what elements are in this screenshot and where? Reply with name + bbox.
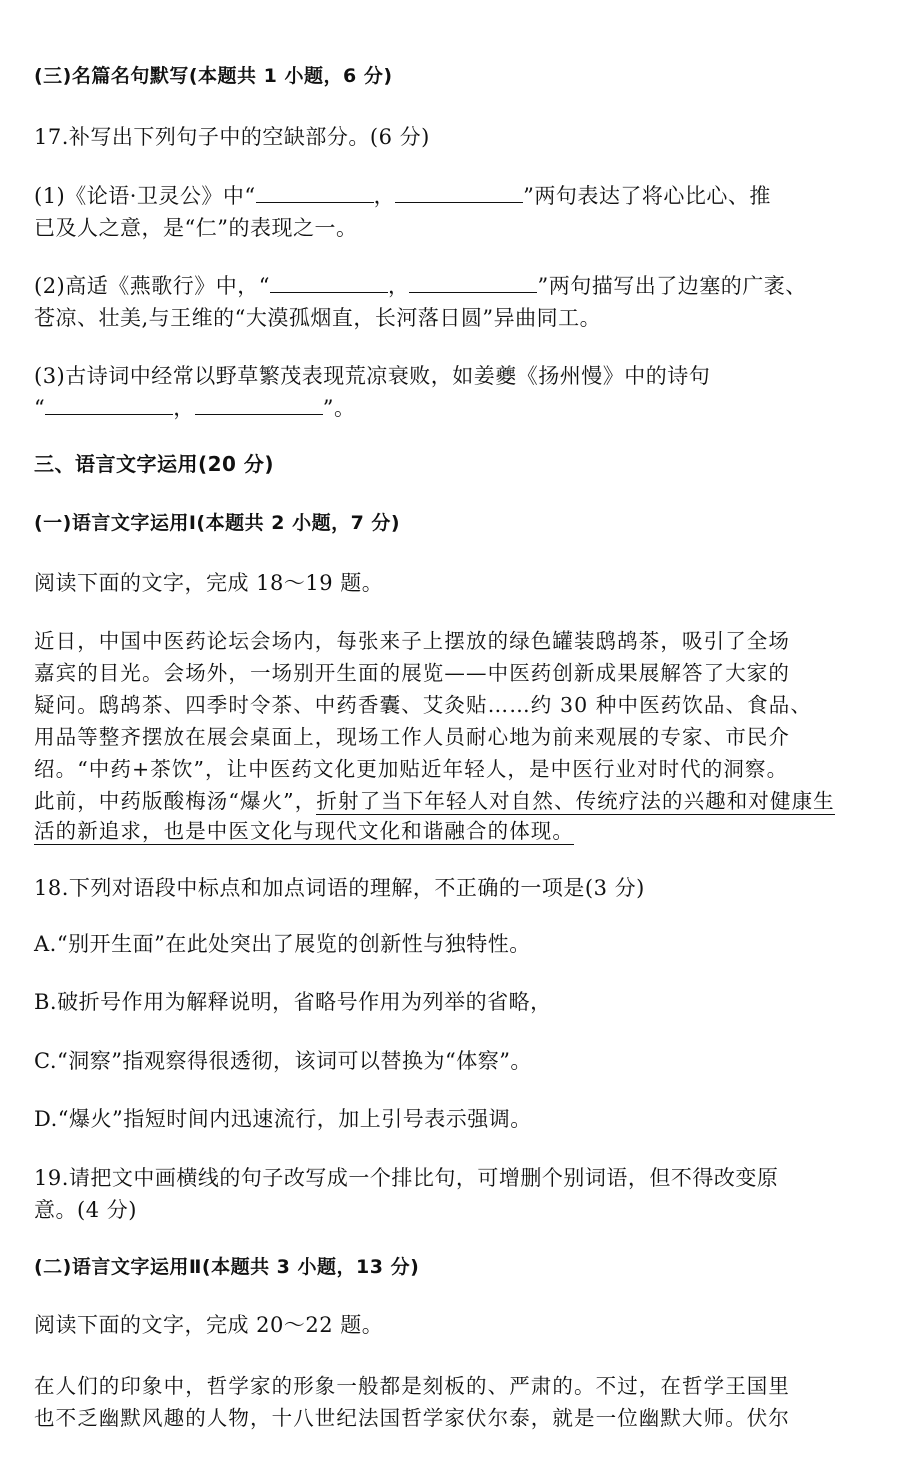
q17-p3-separator: ， [173, 396, 195, 420]
question-17-part-3: (3)古诗词中经常以野草繁茂表现荒凉衰败，如姜夔《扬州慢》中的诗句 [34, 364, 711, 388]
answer-blank[interactable] [409, 268, 537, 293]
underlined-sentence: 活的新追求，也是中医文化与现代文化和谐融合的体现。 [34, 819, 574, 843]
reading-instruction-18-19: 阅读下面的文字，完成 18～19 题。 [34, 571, 384, 595]
q17-p3-close-quote: ”。 [322, 396, 356, 420]
question-19-stem-cont: 意。(4 分) [34, 1198, 137, 1222]
q17-p1-prefix: (1)《论语·卫灵公》中“ [34, 184, 256, 208]
section-heading-famous-quotes: (三)名篇名句默写(本题共 1 小题，6 分) [34, 65, 393, 87]
answer-blank[interactable] [395, 178, 523, 203]
sub-heading-language-use-2: (二)语言文字运用Ⅱ(本题共 3 小题，13 分) [34, 1256, 420, 1278]
question-18-stem: 18.下列对语段中标点和加点词语的理解，不正确的一项是(3 分) [34, 876, 645, 900]
answer-blank[interactable] [256, 178, 374, 203]
part-heading-language-use: 三、语言文字运用(20 分) [34, 452, 275, 476]
passage-line: 疑问。鸱鸪茶、四季时令茶、中药香囊、艾灸贴……约 30 种中医药饮品、食品、 [34, 693, 812, 717]
passage-line: 用品等整齐摆放在展会桌面上，现场工作人员耐心地为前来观展的专家、市民介 [34, 725, 790, 749]
q17-p2-separator: ， [387, 274, 410, 298]
question-18-option-b[interactable]: B.破折号作用为解释说明，省略号作用为列举的省略， [34, 990, 552, 1014]
answer-blank[interactable] [45, 390, 173, 415]
q17-p2-suffix: ”两句描写出了边塞的广袤、 [537, 274, 807, 298]
answer-blank[interactable] [195, 390, 323, 415]
passage-line [34, 811, 860, 851]
question-17-part-3-blanks [34, 388, 860, 428]
question-17-stem: 17.补写出下列句子中的空缺部分。(6 分) [34, 125, 430, 149]
reading-instruction-20-22: 阅读下面的文字，完成 20～22 题。 [34, 1313, 384, 1337]
passage-line: 近日，中国中医药论坛会场内，每张来子上摆放的绿色罐装鸱鸪茶，吸引了全场 [34, 629, 790, 653]
passage-line: 绍。“中药+茶饮”，让中医药文化更加贴近年轻人，是中医行业对时代的洞察。 [34, 757, 789, 781]
q17-p1-separator: ， [373, 184, 396, 208]
passage-line: 嘉宾的目光。会场外，一场别开生面的展览——中医药创新成果展解答了大家的 [34, 661, 790, 685]
q17-p1-suffix: ”两句表达了将心比心、推 [523, 184, 771, 208]
passage-line: 也不乏幽默风趣的人物，十八世纪法国哲学家伏尔泰，就是一位幽默大师。伏尔 [34, 1406, 790, 1430]
answer-blank[interactable] [270, 268, 388, 293]
q17-p2-prefix: (2)高适《燕歌行》中，“ [34, 274, 270, 298]
question-17-part-2-cont: 苍凉、壮美,与王维的“大漠孤烟直，长河落日圆”异曲同工。 [34, 306, 602, 330]
question-17-part-1-cont: 已及人之意，是“仁”的表现之一。 [34, 216, 358, 240]
question-18-option-a[interactable]: A.“别开生面”在此处突出了展览的创新性与独特性。 [34, 932, 531, 956]
question-18-option-c[interactable]: C.“洞察”指观察得很透彻，该词可以替换为“体察”。 [34, 1049, 532, 1073]
sub-heading-language-use-1: (一)语言文字运用Ⅰ(本题共 2 小题，7 分) [34, 512, 401, 534]
underlined-sentence: 折射了当下年轻人对自然、传统疗法的兴趣和对健康生 [316, 789, 835, 813]
passage-plain-text: 此前，中药版酸梅汤“爆火”， [34, 789, 317, 813]
question-19-stem: 19.请把文中画横线的句子改写成一个排比句，可增删个别词语，但不得改变原 [34, 1166, 779, 1190]
passage-line: 在人们的印象中，哲学家的形象一般都是刻板的、严肃的。不过，在哲学王国里 [34, 1374, 790, 1398]
question-18-option-d[interactable]: D.“爆火”指短时间内迅速流行，加上引号表示强调。 [34, 1107, 532, 1131]
q17-p3-open-quote: “ [34, 396, 46, 420]
